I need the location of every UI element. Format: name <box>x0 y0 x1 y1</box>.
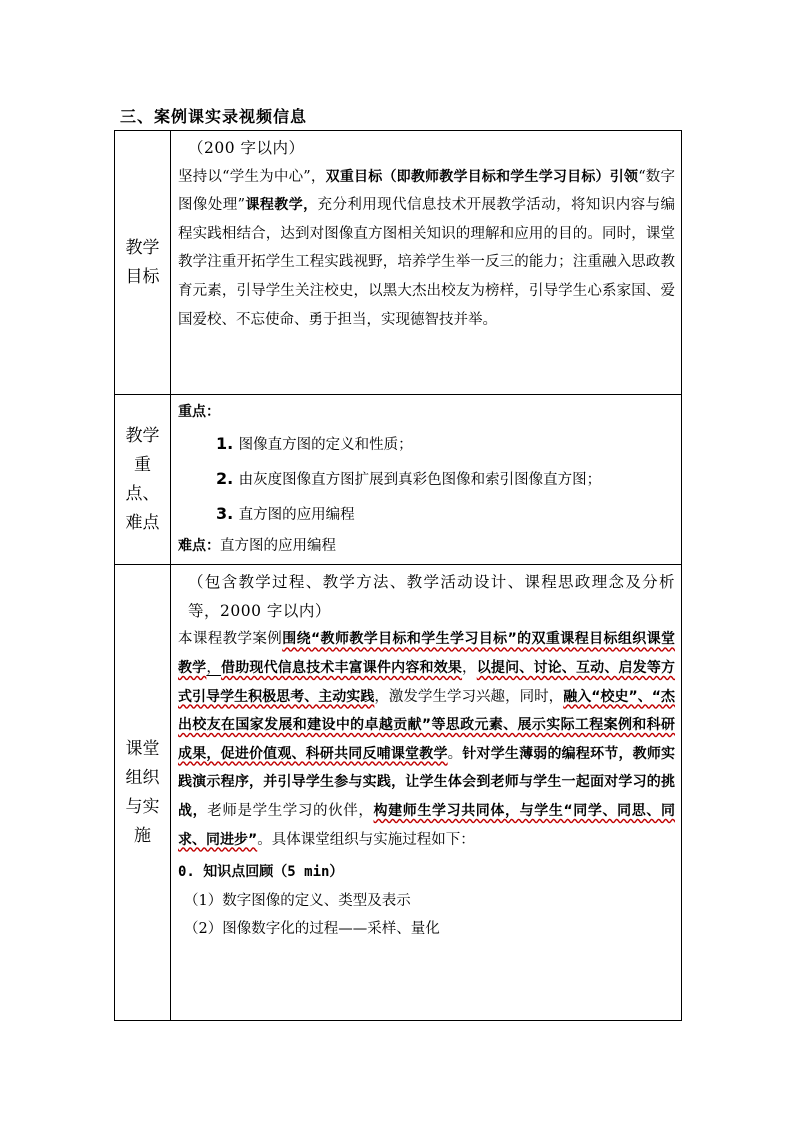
key-points-list <box>178 427 675 532</box>
key-points-label: 教学 重 点、 难点 <box>115 395 171 565</box>
key-points-content <box>171 395 682 565</box>
list-item: （2）图像数字化的过程——采样、量化 <box>184 921 440 938</box>
key-points-row <box>115 395 682 565</box>
objectives-text: 坚持以“学生为中心”，双重目标（即教师教学目标和学生学习目标）引领“数字图像处理”课程教学，充分利用现代信息技术开展教学活动，将知识内容与编程实践相结合，达到对图像直方图相关知识的理解和应用的目的。同时，课堂教学注重开拓学生工程实践视野，培养学生举一反三的能力；注重融入思政教育元素，引导学生关注校史，以黑大杰出校友为榜样，引导学生心系家国、爱国爱校、不忘使命、勇于担当，实现德智技并举。 <box>178 168 676 328</box>
list-item: 3. 直方图的应用编程 <box>216 503 355 523</box>
implementation-text: 本课程教学案例围绕“教师教学目标和学生学习目标”的双重课程目标组织课堂教学，借助现代信息技术丰富课件内容和效果，以提问、讨论、互动、启发等方式引导学生积极思考、主动实践，激发学生学习兴趣，同时，融入“校史”、“杰出校友在国家发展和建设中的卓越贡献”等思政元素、展示实际工程案例和科研成果，促进价值观、科研共同反哺课堂教学。针对学生薄弱的编程环节，教师实践演示程序，并引导学生参与实践，让学生体会到老师与学生一起面对学习的挑战，老师是学生学习的伙伴，构建师生学习共同体，与学生“同学、同思、同求、同进步”。具体课堂组织与实施过程如下： <box>178 631 676 848</box>
implementation-row <box>115 565 682 1021</box>
list-item: 1. 图像直方图的定义和性质； <box>216 433 413 453</box>
implementation-label: 课堂 组织 与实 施 <box>115 565 171 1021</box>
section-title: 三、案例课实录视频信息 <box>120 107 308 126</box>
key-heading: 重点： <box>178 404 220 420</box>
objectives-label: 教学 目标 <box>115 131 171 395</box>
implementation-content <box>171 565 682 1021</box>
objectives-row <box>115 131 682 395</box>
list-item: 2. 由灰度图像直方图扩展到真彩色图像和索引图像直方图； <box>216 468 602 488</box>
objectives-note: （200 字以内） <box>188 139 305 157</box>
list-item: （1）数字图像的定义、类型及表示 <box>184 892 411 909</box>
case-info-table <box>114 130 682 1021</box>
knowledge-review-heading: 0. 知识点回顾（5 min） <box>178 864 344 881</box>
difficulty-line: 难点：直方图的应用编程 <box>178 537 336 554</box>
implementation-note: （包含教学过程、教学方法、教学活动设计、课程思政理念及分析等，2000 字以内） <box>188 573 675 620</box>
objectives-content <box>171 131 682 395</box>
